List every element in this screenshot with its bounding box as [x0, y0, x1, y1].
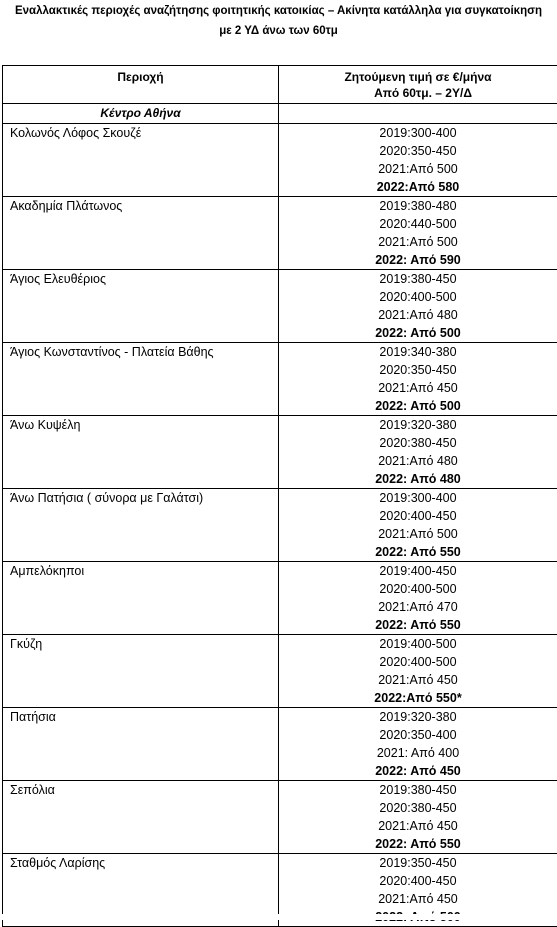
price-2019: 2019:320-380 [279, 416, 557, 434]
table-row [3, 489, 557, 562]
area-name: Ακαδημία Πλάτωνος [3, 197, 279, 270]
price-history [279, 343, 557, 416]
price-column-header-line-2: Από 60τμ. – 2Υ/Δ [279, 85, 557, 101]
price-history [279, 416, 557, 489]
price-2021: 2021:Από 450 [279, 890, 557, 908]
area-name: Άνω Πατήσια ( σύνορα με Γαλάτσι) [3, 489, 279, 562]
price-2020: 2020:350-400 [279, 726, 557, 744]
price-column-header-line-1: Ζητούμενη τιμή σε €/μήνα [279, 69, 557, 85]
table-row [3, 124, 557, 197]
price-2020: 2020:440-500 [279, 215, 557, 233]
price-2019: 2019:320-380 [279, 708, 557, 726]
price-2021: 2021:Από 450 [279, 817, 557, 835]
price-2019: 2019:340-380 [279, 343, 557, 361]
price-2022: 2022: Από 550 [279, 616, 557, 634]
area-name: Άγιος Κωνσταντίνος - Πλατεία Βάθης [3, 343, 279, 416]
price-2021: 2021: Από 400 [279, 744, 557, 762]
price-2021: 2021:Από 480 [279, 452, 557, 470]
area-column-header-label: Περιοχή [3, 69, 278, 85]
price-2019: 2019:380-450 [279, 270, 557, 288]
price-column-header [279, 66, 557, 104]
price-2022: 2022: Από 450 [279, 762, 557, 780]
price-history [279, 270, 557, 343]
price-2020: 2020:400-450 [279, 507, 557, 525]
price-2022: 2022:Από 550* [279, 689, 557, 707]
table-row [3, 708, 557, 781]
price-2022: 2022: Από 550 [279, 543, 557, 561]
table-row [3, 562, 557, 635]
price-2021: 2021:Από 450 [279, 379, 557, 397]
price-2020: 2020:400-500 [279, 288, 557, 306]
price-2021: 2021:Από 500 [279, 233, 557, 251]
price-2021: 2021:Από 450 [279, 671, 557, 689]
price-history [279, 708, 557, 781]
price-2021: 2021:Από 480 [279, 306, 557, 324]
area-name: Αμπελόκηποι [3, 562, 279, 635]
price-table [2, 65, 557, 927]
section-row [3, 104, 557, 124]
price-history [279, 562, 557, 635]
table-row [3, 197, 557, 270]
price-2019: 2019:300-400 [279, 489, 557, 507]
price-history [279, 197, 557, 270]
table-row [3, 343, 557, 416]
price-history [279, 781, 557, 854]
price-history [279, 635, 557, 708]
price-2022: 2022: Από 500 [279, 324, 557, 342]
price-2019: 2019:380-450 [279, 781, 557, 799]
price-2022: 2022: Από 590 [279, 251, 557, 269]
table-row [3, 416, 557, 489]
price-2020: 2020:350-450 [279, 142, 557, 160]
area-column-header [3, 66, 279, 104]
price-2020: 2020:350-450 [279, 361, 557, 379]
area-name: Σταθμός Λαρίσης [3, 854, 279, 927]
area-name: Άνω Κυψέλη [3, 416, 279, 489]
header-row [3, 66, 557, 104]
price-2019: 2019:300-400 [279, 124, 557, 142]
title-line-1: Εναλλακτικές περιοχές αναζήτησης φοιτητικής κατοικίας – Ακίνητα κατάλληλα για συγκατοίκηση [0, 1, 557, 21]
price-2019: 2019:400-500 [279, 635, 557, 653]
price-2020: 2020:400-500 [279, 580, 557, 598]
table-row [3, 635, 557, 708]
area-name: Γκύζη [3, 635, 279, 708]
price-2020: 2020:380-450 [279, 799, 557, 817]
document-title [0, 0, 557, 41]
price-2019: 2019:400-450 [279, 562, 557, 580]
price-2019: 2019:350-450 [279, 854, 557, 872]
price-2022: 2022: Από 550 [279, 835, 557, 853]
section-empty-cell [279, 104, 557, 124]
price-2021: 2021:Από 470 [279, 598, 557, 616]
price-2019: 2019:380-480 [279, 197, 557, 215]
price-2021: 2021:Από 500 [279, 160, 557, 178]
price-2022: 2022: Από 480 [279, 470, 557, 488]
price-2021: 2021:Από 500 [279, 525, 557, 543]
price-2020: 2020:400-450 [279, 872, 557, 890]
price-2020: 2020:400-500 [279, 653, 557, 671]
page-bottom-edge [0, 914, 557, 920]
area-name: Κολωνός Λόφος Σκουζέ [3, 124, 279, 197]
area-name: Άγιος Ελευθέριος [3, 270, 279, 343]
table-row [3, 270, 557, 343]
area-name: Πατήσια [3, 708, 279, 781]
title-line-2: με 2 ΥΔ άνω των 60τμ [0, 21, 557, 41]
price-2020: 2020:380-450 [279, 434, 557, 452]
price-2022: 2022:Από 580 [279, 178, 557, 196]
price-history [279, 489, 557, 562]
section-label: Κέντρο Αθήνα [3, 104, 279, 124]
price-2022: 2022: Από 500 [279, 397, 557, 415]
area-name: Σεπόλια [3, 781, 279, 854]
price-history [279, 124, 557, 197]
table-row [3, 781, 557, 854]
